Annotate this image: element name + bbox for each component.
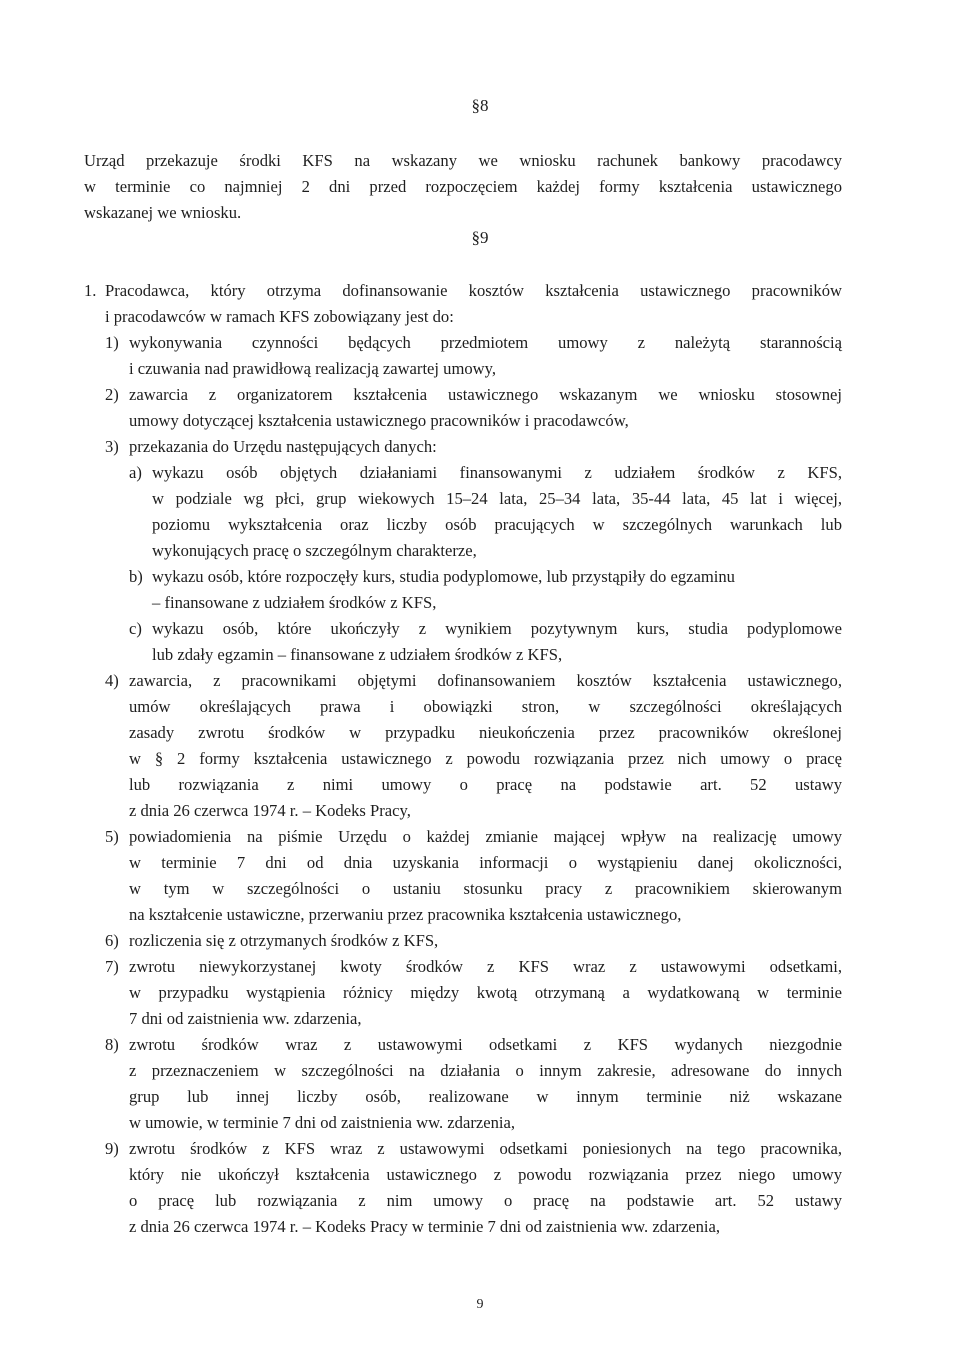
item-7-line-3: 7 dni od zaistnienia ww. zdarzenia,: [129, 1009, 362, 1028]
section-8-line-2: w terminie co najmniej 2 dni przed rozpoczęciem każdej formy kształcenia ustawicznego: [84, 177, 842, 196]
section-8-heading: §8: [471, 96, 489, 115]
item-3a-letter: a): [129, 463, 142, 482]
item-8-line-2: z przeznaczeniem w szczególności na działania o innym zakresie, adresowane do innych: [129, 1061, 842, 1080]
item-3a-line-2: w podziale wg płci, grup wiekowych 15–24 lata, 25–34 lata, 35-44 lata, 45 lat i więcej,: [152, 489, 842, 508]
item-4-line-5: lub rozwiązania z nimi umowy o pracę na podstawie art. 52 ustawy: [129, 775, 842, 794]
item-1-line-1: wykonywania czynności będących przedmiotem umowy z należytą starannością: [129, 333, 842, 352]
section-9-heading: §9: [471, 228, 489, 247]
item-6-line-1: rozliczenia się z otrzymanych środków z KFS,: [129, 931, 439, 950]
item-3a-line-4: wykonujących pracę o szczególnym charakterze,: [152, 541, 477, 560]
item-4-line-6: z dnia 26 czerwca 1974 r. – Kodeks Pracy,: [129, 801, 411, 820]
item-8-line-1: zwrotu środków wraz z ustawowymi odsetkami z KFS wydanych niezgodnie: [129, 1035, 842, 1054]
item-7-number: 7): [105, 957, 119, 976]
item-2-number: 2): [105, 385, 119, 404]
item-9-line-4: z dnia 26 czerwca 1974 r. – Kodeks Pracy w terminie 7 dni od zaistnienia ww. zdarzenia,: [129, 1217, 721, 1236]
item-3b-line-1: wykazu osób, które rozpoczęły kurs, studia podyplomowe, lub przystąpiły do egzaminu: [152, 567, 735, 586]
item-5-line-1: powiadomienia na piśmie Urzędu o każdej zmianie mającej wpływ na realizację umowy: [129, 827, 842, 846]
item-3-number: 3): [105, 437, 119, 456]
page-number: 9: [476, 1297, 484, 1312]
item-9-number: 9): [105, 1139, 119, 1158]
item-3a-line-3: poziomu wykształcenia oraz liczby osób pracujących w szczególnych warunkach lub: [152, 515, 842, 534]
item-5-number: 5): [105, 827, 119, 846]
item-3c-line-1: wykazu osób, które ukończyły z wynikiem pozytywnym kurs, studia podyplomowe: [152, 619, 842, 638]
item-5-line-2: w terminie 7 dni od dnia uzyskania informacji o wystąpieniu danej okoliczności,: [129, 853, 842, 872]
item-5-line-4: na kształcenie ustawiczne, przerwaniu przez pracownika kształcenia ustawicznego,: [129, 905, 682, 924]
item-2-line-2: umowy dotyczącej kształcenia ustawicznego pracowników i pracodawców,: [129, 411, 629, 430]
item-9-line-1: zwrotu środków z KFS wraz z ustawowymi odsetkami poniesionych na tego pracownika,: [129, 1139, 842, 1158]
item-3a-line-1: wykazu osób objętych działaniami finansowanymi z udziałem środków z KFS,: [152, 463, 842, 482]
item-7-line-1: zwrotu niewykorzystanej kwoty środków z KFS wraz z ustawowymi odsetkami,: [129, 957, 842, 976]
section-8-line-3: wskazanej we wniosku.: [84, 203, 242, 222]
item-3b-letter: b): [129, 567, 143, 586]
item-3c-line-2: lub zdały egzamin – finansowane z udziałem środków z KFS,: [152, 645, 563, 664]
item-4-line-3: zasady zwrotu środków w przypadku nieukończenia przez pracowników określonej: [129, 723, 842, 742]
item-8-line-4: w umowie, w terminie 7 dni od zaistnienia ww. zdarzenia,: [129, 1113, 515, 1132]
item-4-line-4: w § 2 formy kształcenia ustawicznego z powodu rozwiązania przez nich umowy o pracę: [129, 749, 842, 768]
item-1-number: 1): [105, 333, 119, 352]
item-3b-line-2: – finansowane z udziałem środków z KFS,: [152, 593, 437, 612]
item-9-line-3: o pracę lub rozwiązania z nim umowy o pracę na podstawie art. 52 ustawy: [129, 1191, 842, 1210]
item-6-number: 6): [105, 931, 119, 950]
section-8-line-1: Urząd przekazuje środki KFS na wskazany we wniosku rachunek bankowy pracodawcy: [84, 151, 842, 170]
item-3c-letter: c): [129, 619, 142, 638]
item-8-line-3: grup lub innej liczby osób, realizowane w innym terminie niż wskazane: [129, 1087, 842, 1106]
item-4-line-1: zawarcia, z pracownikami objętymi dofinansowaniem kosztów kształcenia ustawicznego,: [129, 671, 842, 690]
intro-line-1: Pracodawca, który otrzyma dofinansowanie kosztów kształcenia ustawicznego pracowników: [105, 281, 842, 300]
intro-line-2: i pracodawców w ramach KFS zobowiązany jest do:: [105, 307, 454, 326]
item-5-line-3: w tym w szczególności o ustaniu stosunku pracy z pracownikiem skierowanym: [129, 879, 842, 898]
paragraph-number: 1.: [84, 281, 97, 300]
item-8-number: 8): [105, 1035, 119, 1054]
item-1-line-2: i czuwania nad prawidłową realizacją zawartej umowy,: [129, 359, 497, 378]
item-2-line-1: zawarcia z organizatorem kształcenia ustawicznego wskazanym we wniosku stosownej: [129, 385, 842, 404]
item-9-line-2: który nie ukończył kształcenia ustawicznego z powodu rozwiązania przez niego umowy: [129, 1165, 842, 1184]
item-3-line-1: przekazania do Urzędu następujących danych:: [129, 437, 437, 456]
item-4-line-2: umów określających prawa i obowiązki stron, w szczególności określających: [129, 697, 842, 716]
item-4-number: 4): [105, 671, 119, 690]
item-7-line-2: w przypadku wystąpienia różnicy między kwotą otrzymaną a wydatkowaną w terminie: [129, 983, 842, 1002]
